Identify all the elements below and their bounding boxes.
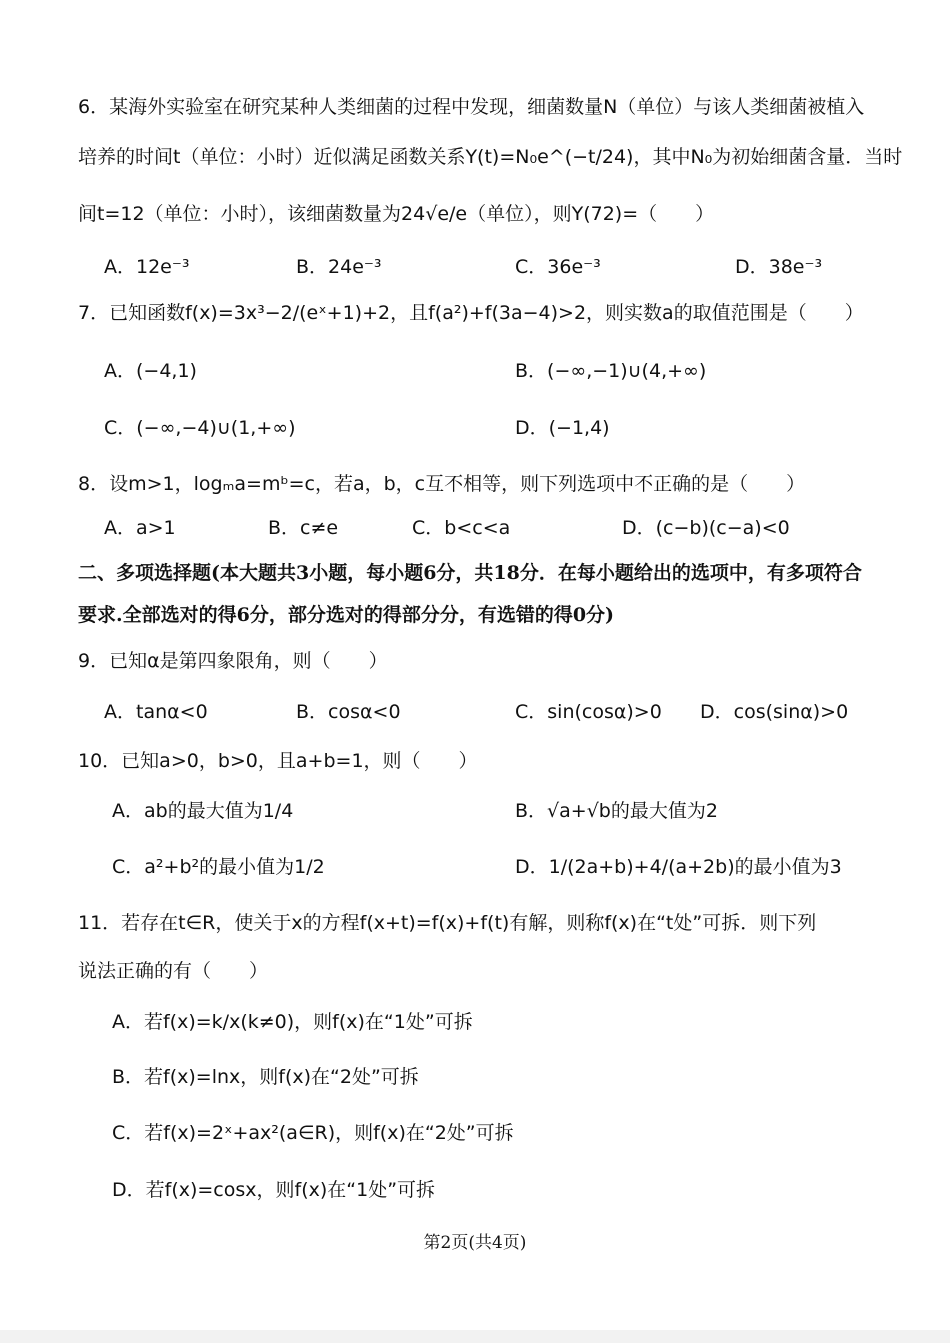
text-line: A．a>1 [104, 517, 176, 539]
text-line: A．12e⁻³ [104, 256, 190, 278]
text-line: D．38e⁻³ [735, 256, 823, 278]
text-line: 二、多项选择题(本大题共3小题，每小题6分，共18分．在每小题给出的选项中，有多项符合 [78, 562, 862, 584]
text-line: D．(c−b)(c−a)<0 [622, 517, 790, 539]
text-line: A．(−4,1) [104, 360, 197, 382]
text-line: B．若f(x)=lnx，则f(x)在“2处”可拆 [112, 1066, 419, 1088]
text-line: C．(−∞,−4)∪(1,+∞) [104, 417, 296, 439]
text-line: C．a²+b²的最小值为1/2 [112, 856, 325, 878]
text-line: C．sin(cosα)>0 [515, 701, 662, 723]
text-line: 说法正确的有（ ） [78, 960, 269, 982]
text-line: 7．已知函数f(x)=3x³−2/(eˣ+1)+2，且f(a²)+f(3a−4)>2，则实数a的取值范围是（ ） [78, 302, 864, 324]
text-line: B．24e⁻³ [296, 256, 382, 278]
bottom-margin-strip [0, 1330, 950, 1343]
text-line: C．36e⁻³ [515, 256, 601, 278]
text-line: A．若f(x)=k/x(k≠0)，则f(x)在“1处”可拆 [112, 1011, 473, 1033]
text-line: 8．设m>1，logₘa=mᵇ=c，若a，b，c互不相等，则下列选项中不正确的是（ ） [78, 473, 806, 495]
text-line: C．b<c<a [412, 517, 511, 539]
text-line: D．(−1,4) [515, 417, 610, 439]
text-line: 9．已知α是第四象限角，则（ ） [78, 650, 388, 672]
text-line: 培养的时间t（单位：小时）近似满足函数关系Y(t)=N₀e^(−t/24)，其中N₀为初始细菌含量．当时 [78, 146, 903, 168]
text-line: 11．若存在t∈R，使关于x的方程f(x+t)=f(x)+f(t)有解，则称f(x)在“t处”可拆．则下列 [78, 912, 817, 934]
text-line: A．tanα<0 [104, 701, 208, 723]
page-footer: 第2页(共4页) [423, 1233, 527, 1253]
text-line: D．若f(x)=cosx，则f(x)在“1处”可拆 [112, 1179, 436, 1201]
text-line: B．c≠e [268, 517, 339, 539]
text-line: B．cosα<0 [296, 701, 401, 723]
text-line: 间t=12（单位：小时），该细菌数量为24√e/e（单位），则Y(72)=（ ） [78, 203, 715, 225]
text-line: C．若f(x)=2ˣ+ax²(a∈R)，则f(x)在“2处”可拆 [112, 1122, 514, 1144]
text-line: 10．已知a>0，b>0，且a+b=1，则（ ） [78, 750, 478, 772]
text-line: A．ab的最大值为1/4 [112, 800, 294, 822]
text-line: B．(−∞,−1)∪(4,+∞) [515, 360, 707, 382]
text-line: D．cos(sinα)>0 [700, 701, 849, 723]
text-line: 要求.全部选对的得6分，部分选对的得部分分，有选错的得0分) [78, 604, 615, 626]
text-line: 6．某海外实验室在研究某种人类细菌的过程中发现，细菌数量N（单位）与该人类细菌被植入 [78, 96, 865, 118]
text-line: D．1/(2a+b)+4/(a+2b)的最小值为3 [515, 856, 842, 878]
text-line: B．√a+√b的最大值为2 [515, 800, 718, 822]
